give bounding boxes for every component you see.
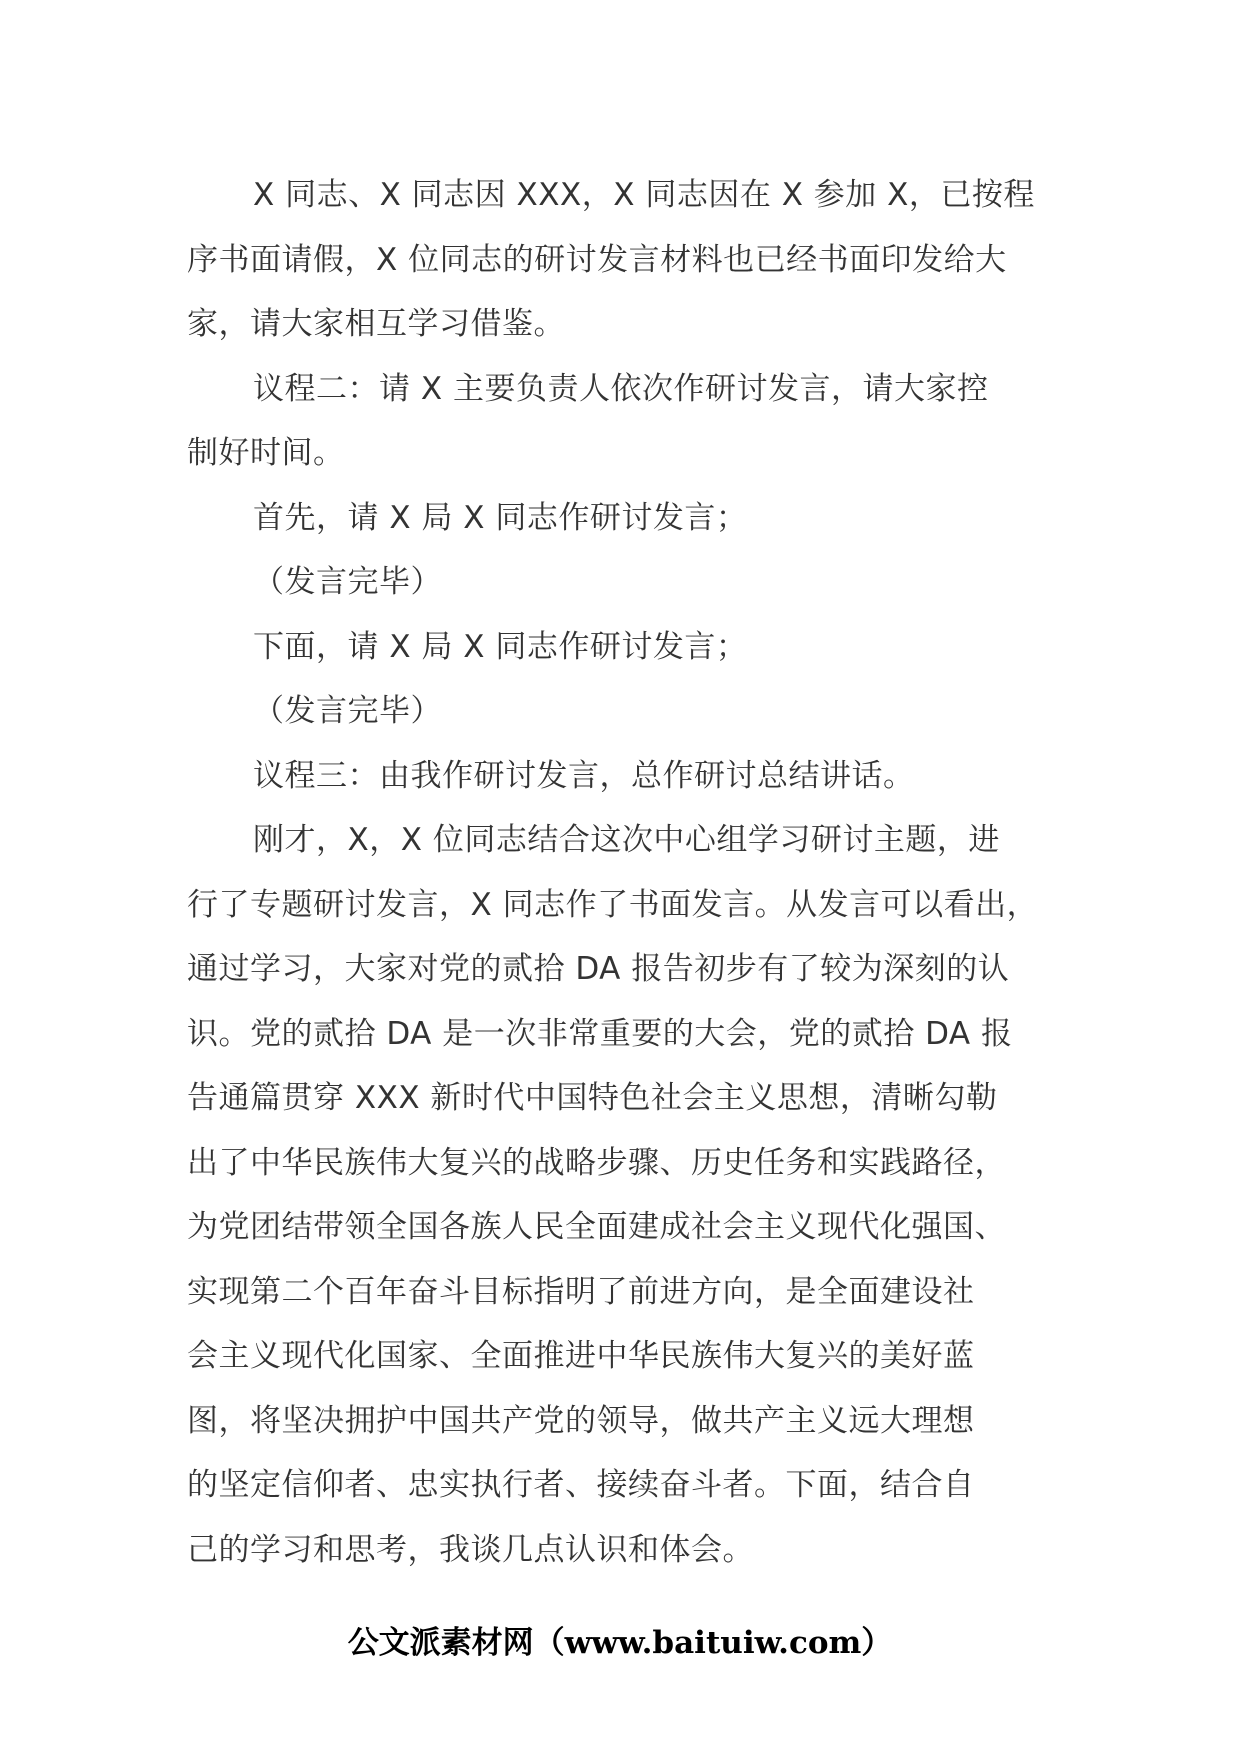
text-line: X 同志、X 同志因 XXX，X 同志因在 X 参加 X，已按程 [253, 177, 1035, 213]
text-line: 会主义现代化国家、全面推进中华民族伟大复兴的美好蓝 [187, 1338, 975, 1374]
document-body [187, 163, 1087, 1582]
text-line: 图，将坚决拥护中国共产党的领导，做共产主义远大理想 [187, 1402, 975, 1439]
text-line: 制好时间。 [187, 435, 345, 471]
text-line: 议程二：请 X 主要负责人依次作研讨发言，请大家控 [253, 370, 989, 407]
text-line: （发言完毕） [253, 693, 442, 729]
text-line: 刚才，X，X 位同志结合这次中心组学习研讨主题，进 [253, 822, 1000, 858]
text-line: 家，请大家相互学习借鉴。 [187, 306, 565, 342]
text-line: 为党团结带领全国各族人民全面建成社会主义现代化强国、 [187, 1209, 1006, 1245]
text-line: 实现第二个百年奋斗目标指明了前进方向，是全面建设社 [187, 1273, 975, 1310]
text-line: 议程三：由我作研讨发言，总作研讨总结讲话。 [253, 757, 915, 794]
text-line: 首先，请 X 局 X 同志作研讨发言； [253, 499, 748, 536]
text-line: 出了中华民族伟大复兴的战略步骤、历史任务和实践路径， [187, 1144, 1006, 1181]
text-line: 行了专题研讨发言，X 同志作了书面发言。从发言可以看出， [187, 886, 1039, 923]
text-line: 识。党的贰拾 DA 是一次非常重要的大会，党的贰拾 DA 报 [187, 1015, 1013, 1052]
text-line: （发言完毕） [253, 564, 442, 600]
footer-source-watermark: 公文派素材网（www.baituiw.com） [347, 1625, 893, 1661]
text-line: 下面，请 X 局 X 同志作研讨发言； [253, 628, 748, 665]
text-line: 告通篇贯穿 XXX 新时代中国特色社会主义思想，清晰勾勒 [187, 1080, 998, 1116]
text-line: 序书面请假，X 位同志的研讨发言材料也已经书面印发给大 [187, 241, 1007, 278]
text-line: 的坚定信仰者、忠实执行者、接续奋斗者。下面，结合自 [187, 1467, 975, 1503]
text-line: 通过学习，大家对党的贰拾 DA 报告初步有了较为深刻的认 [187, 951, 1010, 987]
text-line: 己的学习和思考，我谈几点认识和体会。 [187, 1531, 754, 1568]
